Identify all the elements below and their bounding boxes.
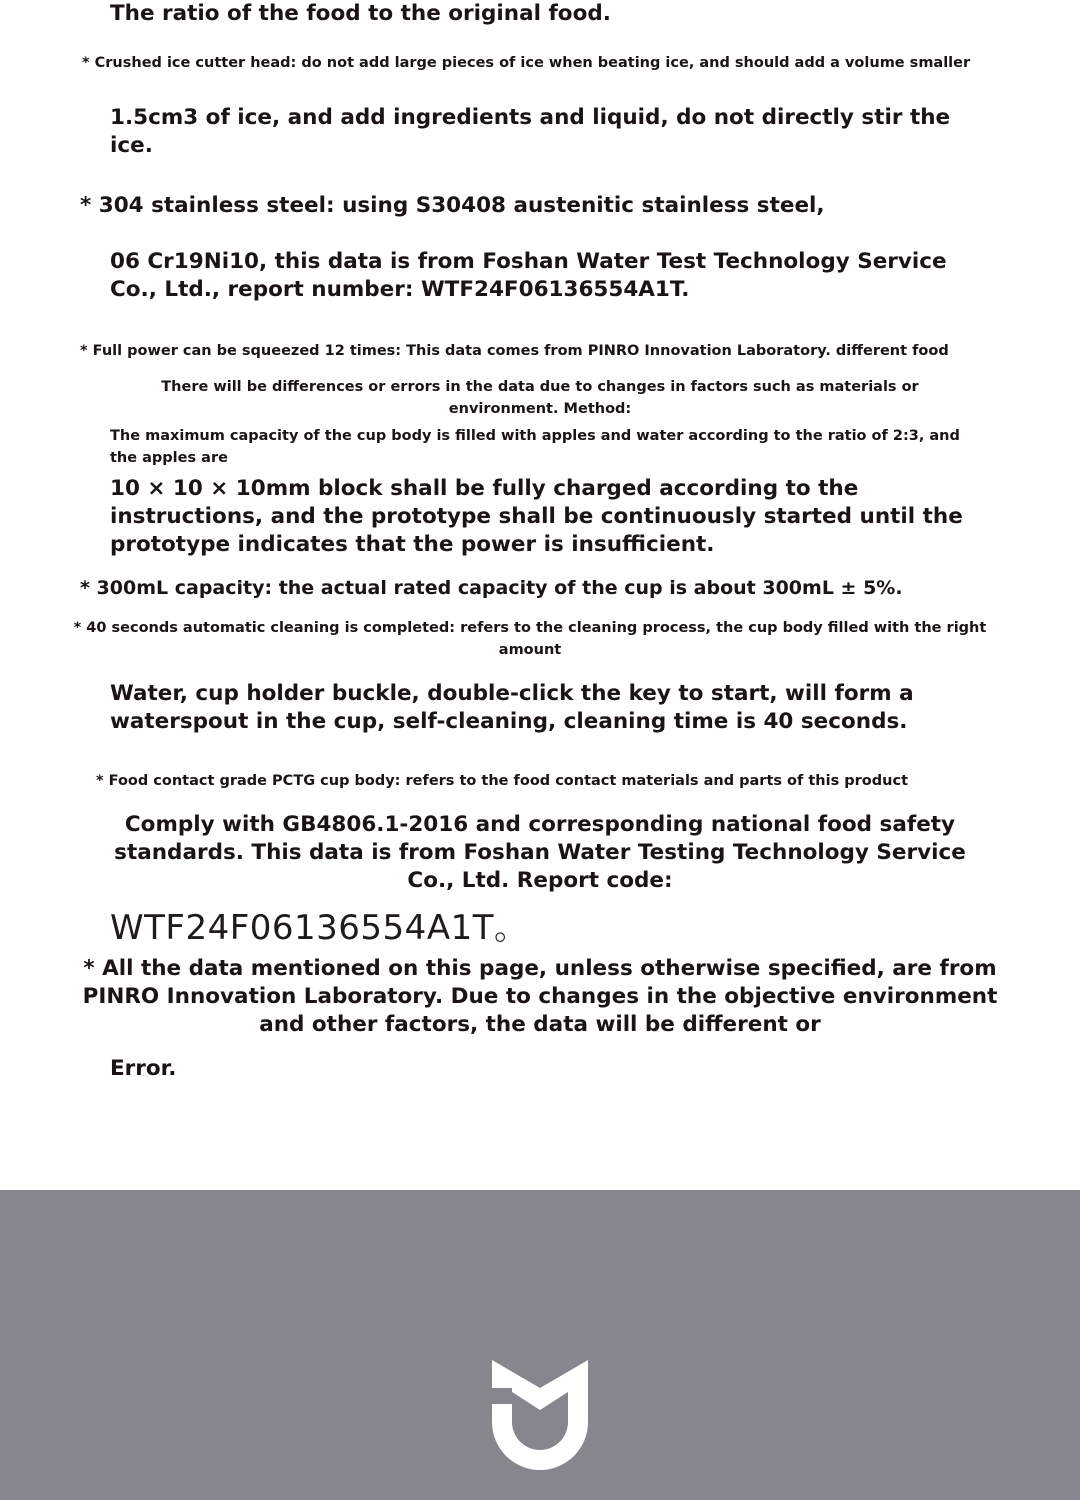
line-ice: 1.5cm3 of ice, and add ingredients and liquid, do not directly stir the ice. (110, 105, 951, 158)
note-crushed-ice: * Crushed ice cutter head: do not add large pieces of ice when beating ice, and should add a volume smaller (82, 55, 971, 71)
line-ratio: The ratio of the food to the original food. (110, 1, 611, 26)
note-all-data: * All the data mentioned on this page, unless otherwise specified, are from PINRO Innovation Laboratory. Due to changes in the objective environment and other factors, the data will be different or (82, 956, 998, 1037)
note-full-power: * Full power can be squeezed 12 times: This data comes from PINRO Innovation Laboratory. different food (80, 343, 949, 359)
line-block: 10 × 10 × 10mm block shall be fully charged according to the instructions, and the prototype shall be continuously started until the prototype indicates that the power is insufficient. (110, 476, 963, 557)
note-cleaning: * 40 seconds automatic cleaning is completed: refers to the cleaning process, the cup body filled with the right amount (73, 620, 987, 658)
note-stainless-steel: * 304 stainless steel: using S30408 austenitic stainless steel, (80, 193, 825, 218)
line-steel-report: 06 Cr19Ni10, this data is from Foshan Water Test Technology Service Co., Ltd., report number: WTF24F06136554A1T. (110, 249, 947, 302)
line-differences: There will be differences or errors in the data due to changes in factors such as materials or environment. Method: (161, 379, 919, 417)
line-comply: Comply with GB4806.1-2016 and corresponding national food safety standards. This data is from Foshan Water Testing Technology Service Co., Ltd. Report code: (114, 812, 966, 893)
note-capacity: * 300mL capacity: the actual rated capacity of the cup is about 300mL ± 5%. (80, 577, 903, 599)
line-error: Error. (110, 1056, 177, 1081)
line-water: Water, cup holder buckle, double-click the key to start, will form a waterspout in the cup, self-cleaning, cleaning time is 40 seconds. (110, 681, 914, 734)
line-method: The maximum capacity of the cup body is filled with apples and water according to the ratio of 2:3, and the apples are (110, 428, 960, 466)
report-code: WTF24F06136554A1T。 (110, 908, 529, 948)
note-pctg: * Food contact grade PCTG cup body: refers to the food contact materials and parts of this product (96, 773, 908, 789)
footer-band (0, 1190, 1080, 1500)
mi-home-logo-icon (490, 1358, 590, 1470)
